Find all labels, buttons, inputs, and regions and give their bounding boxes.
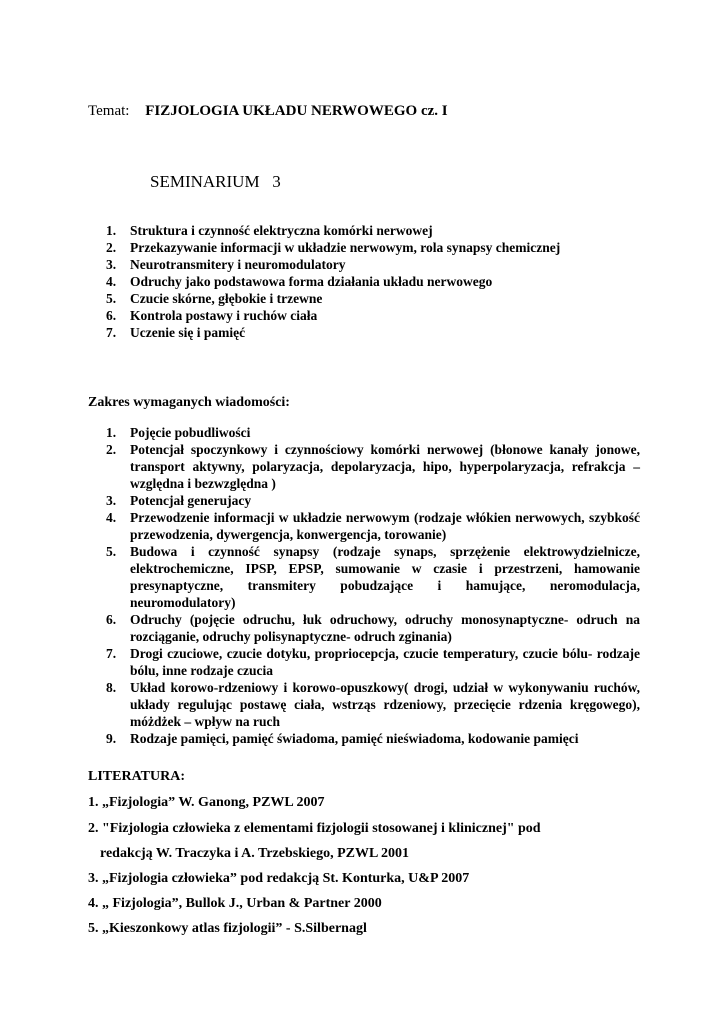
item-text: Czucie skórne, głębokie i trzewne xyxy=(130,291,323,306)
list-item xyxy=(88,509,640,543)
literature-item: 5. „Kieszonkowy atlas fizjologii” - S.Silbernagl xyxy=(88,921,367,936)
item-number: 4. xyxy=(106,510,117,525)
list-item xyxy=(88,424,640,441)
item-text: Neurotransmitery i neuromodulatory xyxy=(130,257,346,272)
item-number: 8. xyxy=(106,680,117,695)
item-number: 7. xyxy=(106,646,117,661)
list-item xyxy=(88,307,640,324)
list-item xyxy=(88,273,640,290)
list-item xyxy=(88,611,640,645)
item-text: Odruchy jako podstawowa forma działania układu nerwowego xyxy=(130,274,493,289)
item-number: 1. xyxy=(106,425,117,440)
item-text: Pojęcie pobudliwości xyxy=(130,425,251,440)
literature-item: 3. „Fizjologia człowieka” pod redakcją St. Konturka, U&P 2007 xyxy=(88,871,470,886)
list-item xyxy=(88,730,640,747)
item-number: 6. xyxy=(106,308,117,323)
item-text: Przewodzenie informacji w układzie nerwowym (rodzaje włókien nerwowych, szybkość przewodzenia, dywergencja, konwergencja, torowanie) xyxy=(130,510,640,542)
item-number: 2. xyxy=(106,240,117,255)
list-item xyxy=(88,492,640,509)
list-item xyxy=(88,290,640,307)
list-item xyxy=(88,441,640,492)
topic-line xyxy=(88,101,448,121)
item-text: Potencjał spoczynkowy i czynnościowy komórki nerwowej (błonowe kanały jonowe, transport aktywny, polaryzacja, depolaryzacja, hipo, hyperpolaryzacja, refrakcja – względna i bezwzględna ) xyxy=(130,442,640,491)
item-text: Odruchy (pojęcie odruchu, łuk odruchowy, odruchy monosynaptyczne- odruch na rozciąganie, odruchy polisynaptyczne- odruch zginania) xyxy=(130,612,640,644)
scope-list xyxy=(88,424,640,747)
literature-item: 4. „ Fizjologia”, Bullok J., Urban & Partner 2000 xyxy=(88,896,382,911)
item-number: 5. xyxy=(106,291,117,306)
list-item xyxy=(88,256,640,273)
literature-item-continuation: redakcją W. Traczyka i A. Trzebskiego, PZWL 2001 xyxy=(100,846,410,861)
seminar-title: SEMINARIUM 3 xyxy=(150,172,281,191)
item-text: Rodzaje pamięci, pamięć świadoma, pamięć nieświadoma, kodowanie pamięci xyxy=(130,731,579,746)
item-number: 6. xyxy=(106,612,117,627)
item-number: 5. xyxy=(106,544,117,559)
topic-title: FIZJOLOGIA UKŁADU NERWOWEGO cz. I xyxy=(145,103,448,119)
item-number: 3. xyxy=(106,257,117,272)
item-text: Przekazywanie informacji w układzie nerwowym, rola synapsy chemicznej xyxy=(130,240,561,255)
literature-item: 1. „Fizjologia” W. Ganong, PZWL 2007 xyxy=(88,795,325,810)
literature-heading: LITERATURA: xyxy=(88,769,185,784)
item-text: Potencjał generujacy xyxy=(130,493,252,508)
scope-heading: Zakres wymaganych wiadomości: xyxy=(88,395,290,410)
topic-label: Temat: xyxy=(88,103,130,119)
list-item xyxy=(88,239,640,256)
seminar-topics-list xyxy=(88,222,640,341)
item-text: Kontrola postawy i ruchów ciała xyxy=(130,308,318,323)
list-item xyxy=(88,222,640,239)
list-item xyxy=(88,645,640,679)
item-text: Uczenie się i pamięć xyxy=(130,325,246,340)
item-number: 4. xyxy=(106,274,117,289)
item-text: Struktura i czynność elektryczna komórki nerwowej xyxy=(130,223,433,238)
item-number: 3. xyxy=(106,493,117,508)
item-text: Drogi czuciowe, czucie dotyku, propriocepcja, czucie temperatury, czucie bólu- rodzaje bólu, inne rodzaje czucia xyxy=(130,646,640,678)
item-number: 2. xyxy=(106,442,117,457)
list-item xyxy=(88,324,640,341)
item-number: 9. xyxy=(106,731,117,746)
item-number: 1. xyxy=(106,223,117,238)
literature-item: 2. "Fizjologia człowieka z elementami fizjologii stosowanej i klinicznej" pod xyxy=(88,821,541,836)
item-number: 7. xyxy=(106,325,117,340)
list-item xyxy=(88,543,640,611)
item-text: Budowa i czynność synapsy (rodzaje synaps, sprzężenie elektrowydzielnicze, elektrochemiczne, IPSP, EPSP, sumowanie w czasie i przestrzeni, hamowanie presynaptyczne, transmitery pobudzające i hamujące, neromodulacja, neuromodulatory) xyxy=(130,544,640,610)
item-text: Układ korowo-rdzeniowy i korowo-opuszkowy( drogi, udział w wykonywaniu ruchów, układy regulując postawę ciała, wstrząs rdzeniowy, przecięcie rdzenia kręgowego), móżdżek – wpływ na ruch xyxy=(130,680,640,729)
list-item xyxy=(88,679,640,730)
